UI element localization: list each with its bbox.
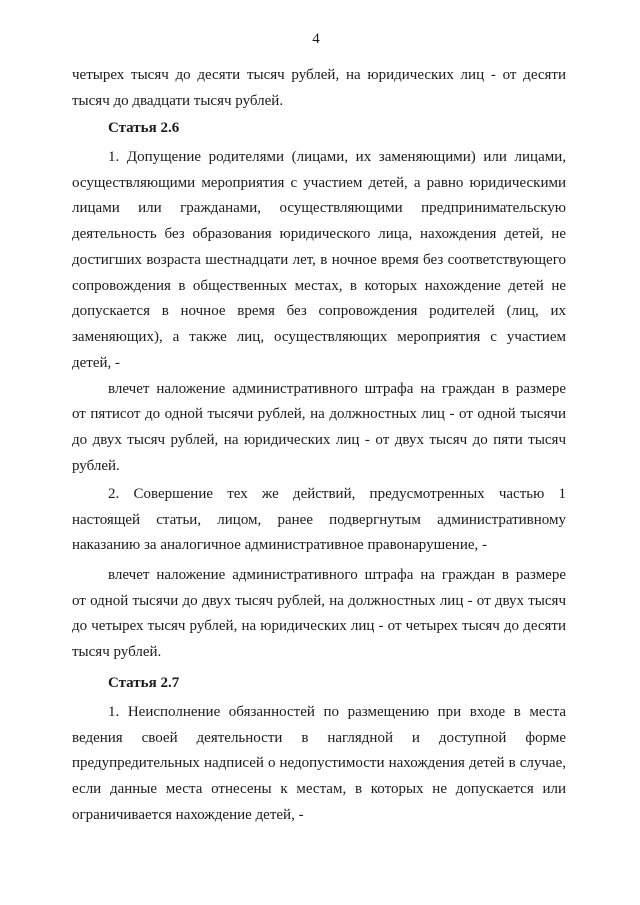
text-line: тысяч до двадцати тысяч рублей.	[72, 92, 284, 109]
text-line: предупредительных надписей о недопустимости нахождения детей в случае,	[72, 755, 566, 772]
text-line: если данные места отнесены к местам, в которых не допускается или	[72, 781, 566, 797]
text-line: 1. Неисполнение обязанностей по размещению при входе в места	[108, 703, 566, 720]
text-line: 2. Совершение тех же действий, предусмотренных частью 1	[108, 485, 566, 502]
text-line: тысяч рублей.	[72, 644, 162, 660]
text-line: осуществляющими мероприятия с участием детей, а равно юридическими	[72, 174, 566, 191]
article-2-7-part-1	[72, 700, 566, 829]
text-line: до четырех тысяч рублей, на юридических лиц - от четырех тысяч до десяти	[72, 618, 566, 635]
text-line: лицами или гражданами, осуществляющими предпринимательскую	[72, 200, 566, 217]
text-line: ведения своей деятельности в наглядной и доступной форме	[72, 729, 566, 746]
text-line: достигших возраста шестнадцати лет, в ночное время без соответствующего	[72, 251, 566, 268]
text-line: ограничивается нахождение детей, -	[72, 806, 304, 823]
article-2-6-part-2-sanction	[72, 563, 566, 666]
paragraph-continuation	[72, 63, 566, 115]
article-2-6-part-2	[72, 482, 566, 559]
text-line: влечет наложение административного штрафа на граждан в размере	[108, 566, 566, 583]
article-2-7	[72, 671, 566, 829]
text-line: наказанию за аналогичное административное правонарушение, -	[72, 537, 488, 554]
article-heading: Статья 2.7	[108, 674, 180, 691]
text-line: настоящей статьи, лицом, ранее подвергнутым административному	[72, 511, 566, 528]
text-line: влечет наложение административного штрафа на граждан в размере	[108, 380, 566, 397]
text-line: заменяющих), а также лиц, осуществляющих мероприятия с участием	[72, 329, 566, 345]
text-line: детей, -	[72, 354, 121, 371]
page-number: 4	[312, 31, 320, 47]
text-line: 1. Допущение родителями (лицами, их заменяющими) или лицами,	[108, 148, 566, 165]
document-body	[72, 63, 566, 829]
text-line: рублей.	[72, 457, 120, 474]
article-2-6-part-1-sanction	[72, 377, 566, 480]
article-2-6	[72, 116, 566, 666]
text-line: допускается в ночное время без сопровождения родителей (лиц, их	[72, 303, 566, 320]
text-line: от пятисот до одной тысячи рублей, на должностных лиц - от одной тысячи	[72, 406, 566, 423]
article-heading: Статья 2.6	[108, 119, 180, 136]
text-line: четырех тысяч до десяти тысяч рублей, на юридических лиц - от десяти	[72, 67, 566, 83]
text-line: деятельность без образования юридического лица, нахождения детей, не	[72, 226, 566, 242]
text-line: до двух тысяч рублей, на юридических лиц - от двух тысяч до пяти тысяч	[72, 432, 566, 448]
text-line: от одной тысячи до двух тысяч рублей, на должностных лиц - от двух тысяч	[72, 592, 566, 609]
article-2-6-part-1	[72, 145, 566, 377]
text-line: сопровождения в общественных местах, в которых нахождение детей не	[72, 277, 566, 294]
